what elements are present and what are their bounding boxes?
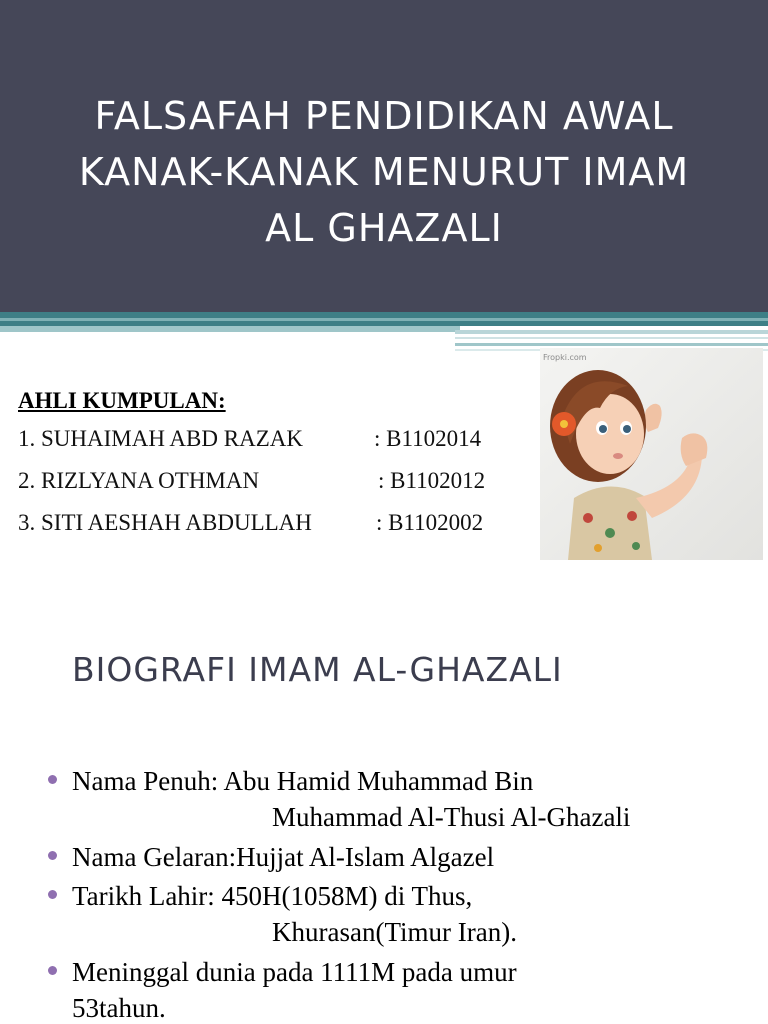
member-name: 2. RIZLYANA OTHMAN [18, 468, 260, 493]
bullet-text: Tarikh Lahir: 450H(1058M) di Thus, [72, 881, 473, 911]
slide-title [20, 88, 748, 256]
accent-stripe [0, 326, 460, 332]
bullet-text: Meninggal dunia pada 1111M pada umur [72, 957, 517, 987]
member-row [18, 426, 482, 452]
bullet-text: Nama Gelaran:Hujjat Al-Islam Algazel [72, 842, 495, 872]
slide-title-line-3: AL GHAZALI [265, 206, 503, 250]
section-title: BIOGRAFI IMAM AL-GHAZALI [72, 650, 563, 689]
bullet-text: Nama Penuh: Abu Hamid Muhammad Bin [72, 766, 534, 796]
bullet-icon [48, 851, 57, 860]
bullet-continuation: Muhammad Al-Thusi Al-Ghazali [272, 802, 631, 832]
member-id: : B1102012 [378, 468, 486, 493]
child-photo [540, 348, 763, 560]
accent-stripe [455, 343, 768, 346]
accent-stripe [0, 318, 768, 321]
bullet-continuation: Khurasan(Timur Iran). [272, 917, 517, 947]
bullet-continuation: 53tahun. [72, 993, 166, 1023]
bullet-icon [48, 966, 57, 975]
slide-title-line-1: FALSAFAH PENDIDIKAN AWAL [94, 94, 674, 138]
title-band [0, 0, 768, 312]
members-heading: AHLI KUMPULAN: [18, 388, 226, 413]
accent-stripe [455, 330, 768, 334]
member-name: 3. SITI AESHAH ABDULLAH [18, 510, 312, 535]
photo-watermark: Fropki.com [543, 353, 587, 362]
accent-stripe [455, 337, 768, 339]
bullet-icon [48, 775, 57, 784]
member-id: : B1102002 [376, 510, 484, 535]
slide-title-line-2: KANAK-KANAK MENURUT IMAM [78, 150, 690, 194]
member-row [18, 468, 486, 494]
member-name: 1. SUHAIMAH ABD RAZAK [18, 426, 303, 451]
member-row [18, 510, 484, 536]
bullet-icon [48, 890, 57, 899]
member-id: : B1102014 [374, 426, 482, 451]
